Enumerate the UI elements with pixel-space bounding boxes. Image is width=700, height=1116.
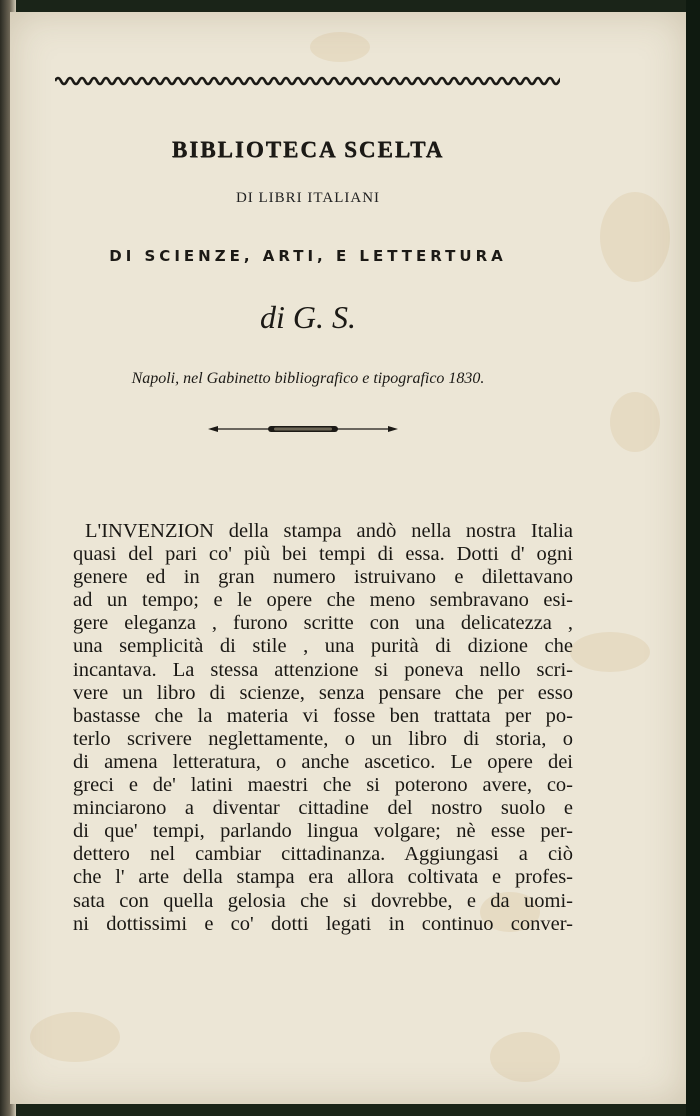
- body-line: bastasse che la materia vi fosse ben trattata per po-: [73, 704, 573, 727]
- imprint-line: Napoli, nel Gabinetto bibliografico e tipografico 1830.: [131, 370, 485, 387]
- body-line: quasi del pari co' più bei tempi di essa. Dotti d' ogni: [73, 543, 573, 566]
- body-line: che l' arte della stampa era allora coltivata e profes-: [73, 866, 573, 889]
- body-line: ni dottissimi e co' dotti legati in continuo conver-: [73, 912, 573, 935]
- body-line: L'INVENZION della stampa andò nella nostra Italia: [85, 520, 573, 542]
- body-line: gere eleganza , furono scritte con una delicatezza ,: [73, 612, 573, 635]
- body-line: vere un libro di scienze, senza pensare che per esso: [73, 681, 573, 704]
- body-line: una semplicità di stile , una purità di dizione che: [73, 635, 573, 658]
- body-line: minciarono a diventar cittadine del nostro suolo e: [73, 797, 573, 820]
- body-line: sata con quella gelosia che si dovrebbe, e da uomi-: [73, 889, 573, 912]
- body-line: ad un tempo; e le opere che meno sembravano esi-: [73, 589, 573, 612]
- body-paragraph: [73, 520, 573, 936]
- title-main: BIBLIOTECA SCELTA: [171, 137, 445, 162]
- title-subjects: DI SCIENZE, ARTI, E LETTERTURA: [109, 247, 507, 265]
- scan-background-edge: [686, 0, 700, 1116]
- body-line: dettero nel cambiar cittadinanza. Aggiungasi a ciò: [73, 843, 573, 866]
- body-line: genere ed in gran numero istruivano e dilettavano: [73, 566, 573, 589]
- body-line: di que' tempi, parlando lingua volgare; nè esse per-: [73, 820, 573, 843]
- author-line: di G. S.: [260, 299, 356, 335]
- book-page: [10, 12, 686, 1104]
- ornamental-divider: [208, 422, 398, 436]
- title-sub: DI LIBRI ITALIANI: [235, 190, 381, 206]
- body-line: di amena letteratura, o anche ascetico. Le opere dei: [73, 750, 573, 773]
- top-ornament-rule: [55, 74, 560, 88]
- body-line: terlo scrivere neglettamente, o un libro di storia, o: [73, 727, 573, 750]
- body-line: greci e de' latini maestri che si poterono avere, co-: [73, 774, 573, 797]
- body-line: incantava. La stessa attenzione si poneva nello scri-: [73, 658, 573, 681]
